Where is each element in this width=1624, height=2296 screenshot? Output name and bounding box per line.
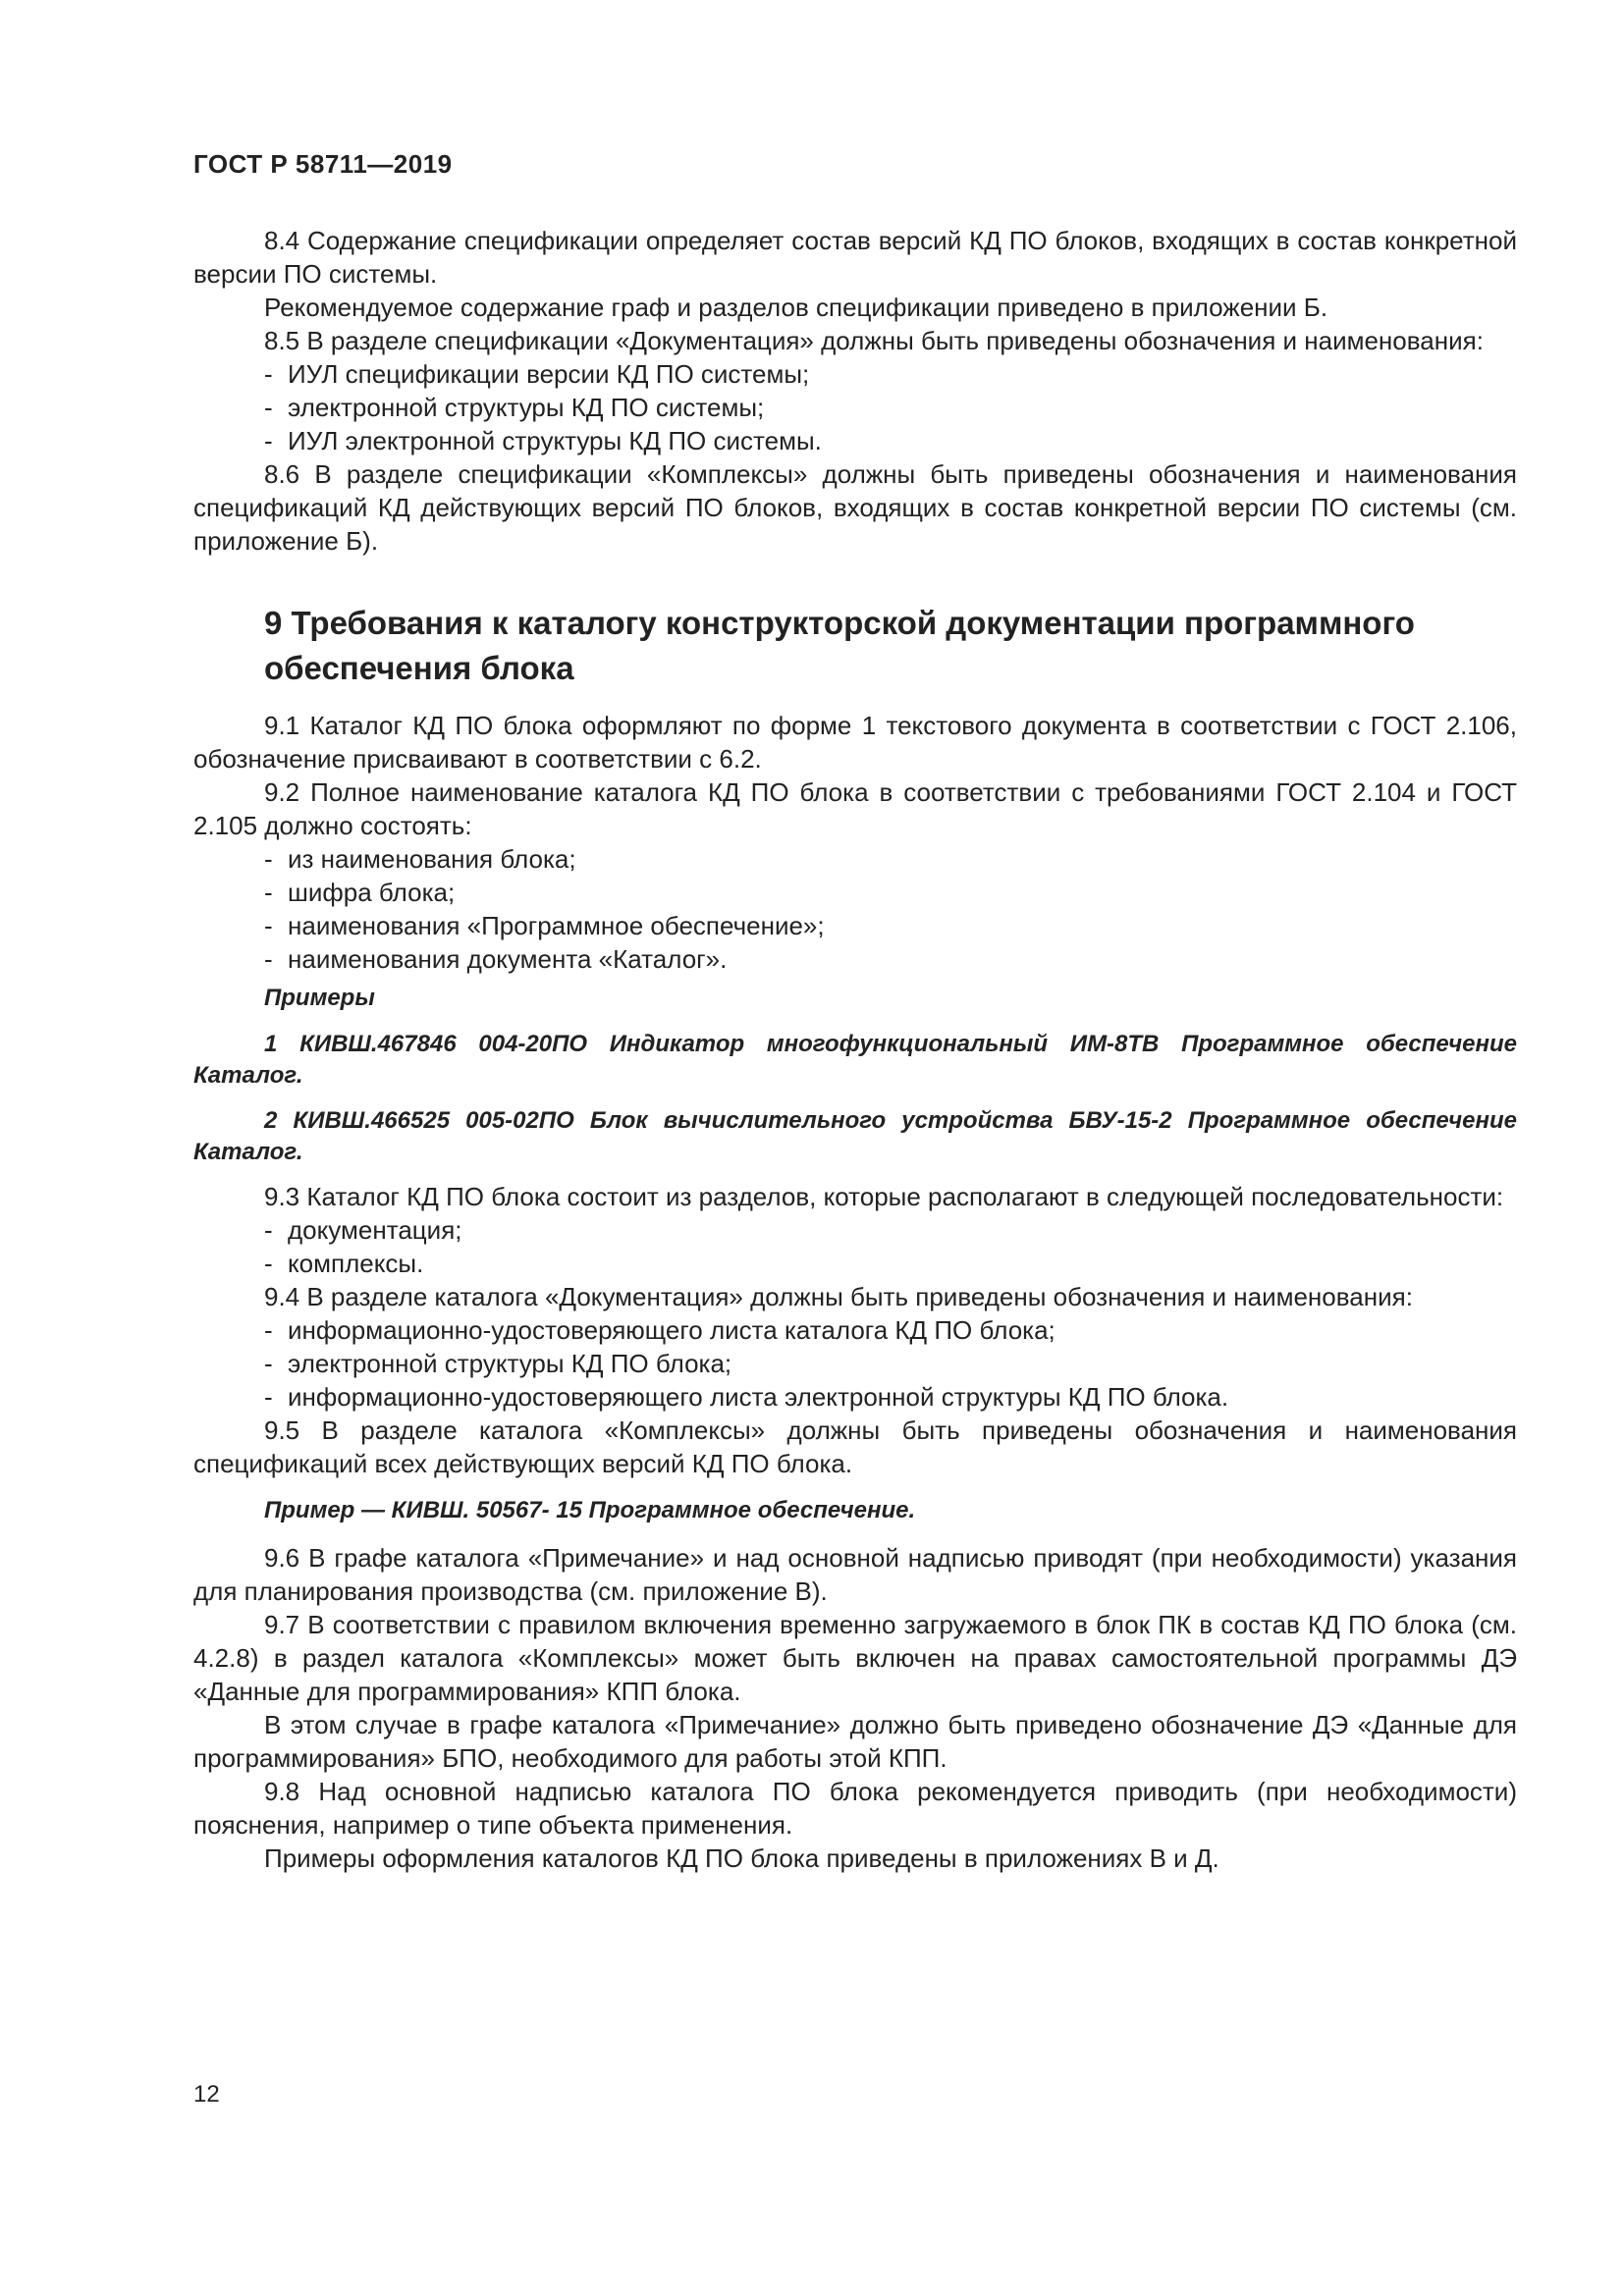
list-item: - ИУЛ электронной структуры КД ПО системы.: [193, 424, 1517, 457]
paragraph-recommended: Рекомендуемое содержание граф и разделов спецификации приведено в приложении Б.: [264, 293, 1328, 322]
list-item: - ИУЛ спецификации версии КД ПО системы;: [193, 357, 1517, 391]
list-item: - информационно-удостоверяющего листа каталога КД ПО блока;: [193, 1313, 1517, 1347]
list-item: - наименования «Программное обеспечение»;: [193, 909, 1517, 942]
list-item: - комплексы.: [193, 1247, 1517, 1280]
page-content: [193, 224, 1517, 1875]
paragraph-9-1: 9.1 Каталог КД ПО блока оформляют по форме 1 текстового документа в соответствии с ГОСТ 2.106, обозначение присваивают в соответствии с 6.2.: [193, 711, 1517, 774]
paragraph-9-7-note: В этом случае в графе каталога «Примечание» должно быть приведено обозначение ДЭ «Данные для программирования» БПО, необходимого для работы этой КПП.: [193, 1710, 1517, 1773]
list-item: - электронной структуры КД ПО системы;: [193, 391, 1517, 424]
paragraph-9-4: 9.4 В разделе каталога «Документация» должны быть приведены обозначения и наименования:: [264, 1282, 1413, 1311]
standard-header: ГОСТ Р 58711—2019: [193, 149, 453, 179]
page-number: 12: [193, 2081, 220, 2108]
paragraph-9-3: 9.3 Каталог КД ПО блока состоит из разделов, которые располагают в следующей последовательности:: [264, 1182, 1504, 1211]
examples-heading: Примеры: [264, 985, 375, 1011]
example-1: 1 КИВШ.467846 004-20ПО Индикатор многофункциональный ИМ-8ТВ Программное обеспечение Каталог.: [193, 1031, 1517, 1089]
paragraph-9-7: 9.7 В соответствии с правилом включения временно загружаемого в блок ПК в состав КД ПО блока (см. 4.2.8) в раздел каталога «Комплексы» может быть включен на правах самостоятельной программы ДЭ «Данные для программирования» КПП блока.: [193, 1610, 1517, 1706]
paragraph-examples-ref: Примеры оформления каталогов КД ПО блока приведены в приложениях В и Д.: [264, 1843, 1219, 1873]
list-item: - из наименования блока;: [193, 842, 1517, 876]
example-3: Пример — КИВШ. 50567- 15 Программное обеспечение.: [264, 1497, 916, 1523]
paragraph-9-2: 9.2 Полное наименование каталога КД ПО блока в соответствии с требованиями ГОСТ 2.104 и ГОСТ 2.105 должно состоять:: [193, 777, 1517, 840]
paragraph-9-6: 9.6 В графе каталога «Примечание» и над основной надписью приводят (при необходимости) указания для планирования производства (см. приложение В).: [193, 1543, 1517, 1606]
section-9-title: 9 Требования к каталогу конструкторской документации программного обеспечения блока: [264, 605, 1415, 686]
example-2: 2 КИВШ.466525 005-02ПО Блок вычислительного устройства БВУ-15-2 Программное обеспечение Каталог.: [193, 1107, 1517, 1165]
list-item: - электронной структуры КД ПО блока;: [193, 1347, 1517, 1380]
paragraph-9-5: 9.5 В разделе каталога «Комплексы» должны быть приведены обозначения и наименования спецификаций всех действующих версий КД ПО блока.: [193, 1415, 1517, 1478]
list-item: - наименования документа «Каталог».: [193, 942, 1517, 976]
paragraph-8-4: 8.4 Содержание спецификации определяет состав версий КД ПО блоков, входящих в состав конкретной версии ПО системы.: [193, 226, 1517, 289]
list-item: - шифра блока;: [193, 876, 1517, 909]
paragraph-9-8: 9.8 Над основной надписью каталога ПО блока рекомендуется приводить (при необходимости) пояснения, например о типе объекта применения.: [193, 1777, 1517, 1840]
paragraph-8-5: 8.5 В разделе спецификации «Документация» должны быть приведены обозначения и наименования:: [264, 326, 1484, 355]
list-item: - документация;: [193, 1213, 1517, 1247]
list-item: - информационно-удостоверяющего листа электронной структуры КД ПО блока.: [193, 1380, 1517, 1414]
paragraph-8-6: 8.6 В разделе спецификации «Комплексы» должны быть приведены обозначения и наименования спецификаций КД действующих версий ПО блоков, входящих в состав конкретной версии ПО системы (см. приложение Б).: [193, 459, 1517, 556]
